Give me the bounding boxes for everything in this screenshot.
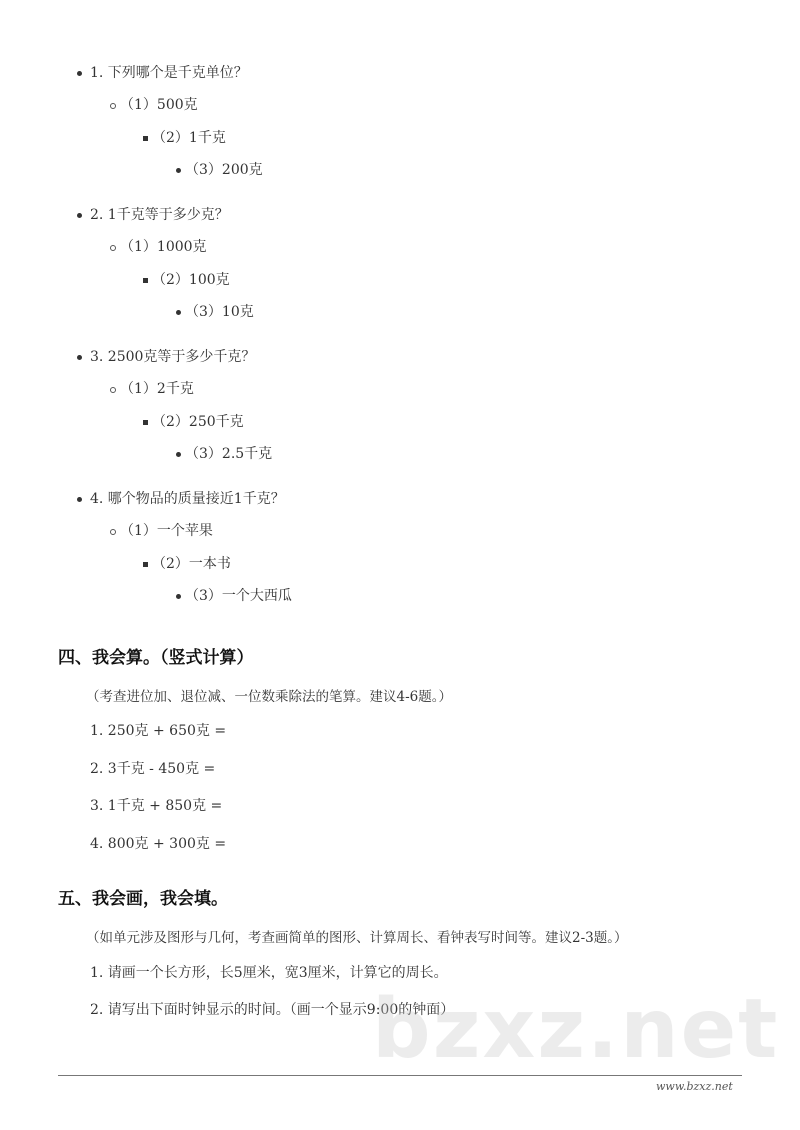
bullet-disc	[77, 213, 82, 218]
bullet-circle	[110, 245, 116, 251]
question-2-option-1: （1）1000克	[120, 239, 207, 255]
section-5-note: （如单元涉及图形与几何，考查画简单的图形、计算周长、看钟表写时间等。建议2-3题。）	[86, 930, 628, 946]
question-4-option-3: （3）一个大西瓜	[185, 588, 292, 604]
footer-url[interactable]: www.bzxz.net	[656, 1080, 733, 1093]
bullet-circle	[110, 387, 116, 393]
question-4-option-1: （1）一个苹果	[120, 523, 213, 539]
question-1-option-1: （1）500克	[120, 97, 198, 113]
question-4: 4. 哪个物品的质量接近1千克？	[90, 491, 285, 507]
section-4-note: （考查进位加、退位减、一位数乘除法的笔算。建议4-6题。）	[86, 689, 452, 705]
question-1-option-3: （3）200克	[185, 162, 263, 178]
bullet-disc	[176, 310, 181, 315]
question-3: 3. 2500克等于多少千克？	[90, 349, 256, 365]
bullet-square	[143, 562, 148, 567]
question-2: 2. 1千克等于多少克？	[90, 207, 229, 223]
watermark-logo: bzxz.net	[372, 982, 780, 1077]
footer-divider	[58, 1075, 742, 1076]
calc-item-4: 4. 800克 + 300克 =	[90, 836, 227, 852]
calc-item-1: 1. 250克 + 650克 =	[90, 723, 227, 739]
bullet-disc	[176, 168, 181, 173]
question-2-option-2: （2）100克	[152, 272, 230, 288]
bullet-disc	[176, 594, 181, 599]
bullet-square	[143, 278, 148, 283]
question-3-option-2: （2）250千克	[152, 414, 244, 430]
calc-item-3: 3. 1千克 + 850克 =	[90, 798, 223, 814]
question-2-option-3: （3）10克	[185, 304, 254, 320]
question-1-option-2: （2）1千克	[152, 130, 226, 146]
bullet-disc	[77, 497, 82, 502]
bullet-circle	[110, 103, 116, 109]
draw-item-1: 1. 请画一个长方形，长5厘米，宽3厘米，计算它的周长。	[90, 965, 448, 981]
bullet-square	[143, 420, 148, 425]
question-3-option-1: （1）2千克	[120, 381, 194, 397]
bullet-disc	[77, 355, 82, 360]
question-3-option-3: （3）2.5千克	[185, 446, 273, 462]
section-5-heading: 五、我会画，我会填。	[58, 889, 228, 909]
bullet-disc	[77, 71, 82, 76]
question-1: 1. 下列哪个是千克单位？	[90, 65, 248, 81]
section-4-heading: 四、我会算。（竖式计算）	[58, 648, 254, 668]
question-4-option-2: （2）一本书	[152, 556, 231, 572]
calc-item-2: 2. 3千克 - 450克 =	[90, 761, 216, 777]
bullet-circle	[110, 529, 116, 535]
bullet-disc	[176, 452, 181, 457]
bullet-square	[143, 136, 148, 141]
draw-item-2: 2. 请写出下面时钟显示的时间。（画一个显示9:00的钟面）	[90, 1002, 455, 1018]
